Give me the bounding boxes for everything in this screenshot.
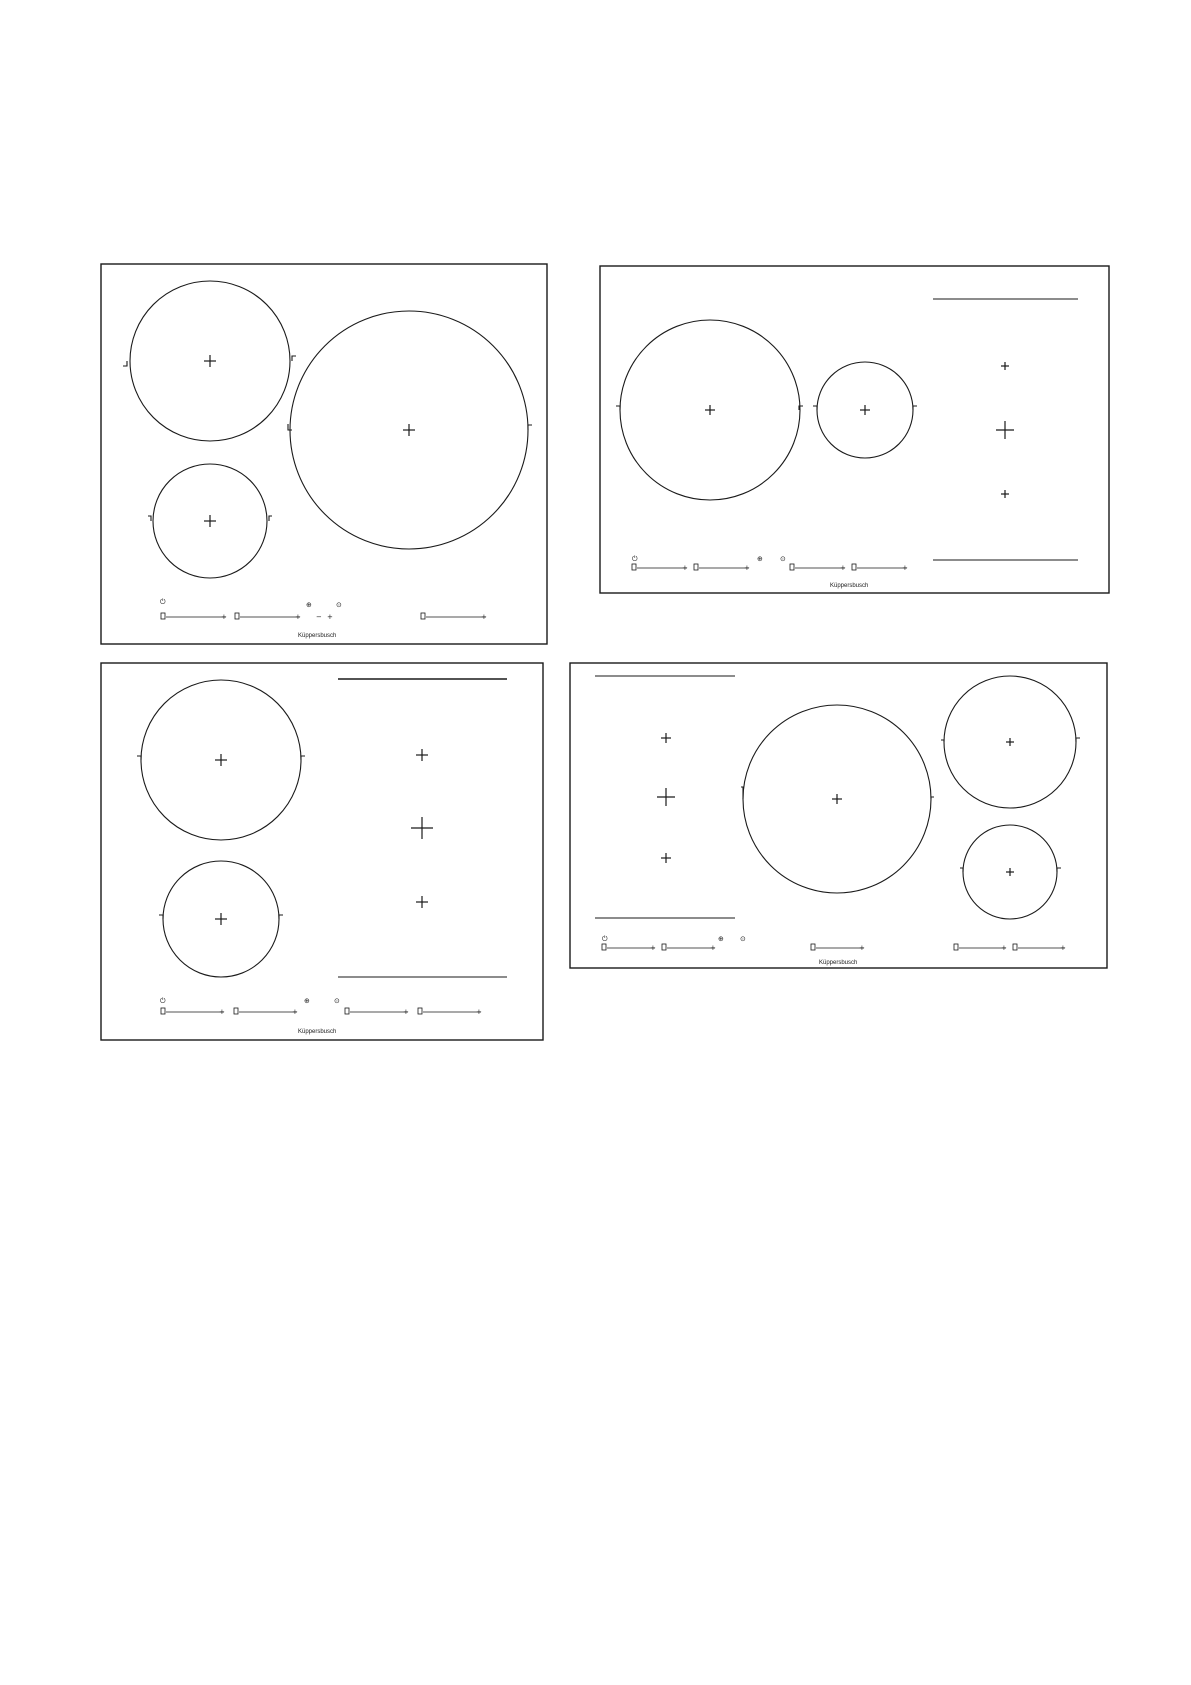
brand-logo: Küppersbusch xyxy=(298,1029,337,1035)
slider-plus-icon: + xyxy=(650,944,656,952)
booster-icon[interactable]: ⊕ xyxy=(757,555,763,563)
hob-panel-2 xyxy=(600,266,1109,593)
power-icon[interactable]: ⏻ xyxy=(160,598,166,606)
slider-plus-icon: + xyxy=(221,613,227,621)
brand-logo: Küppersbusch xyxy=(819,960,858,966)
slider-plus-icon: + xyxy=(1001,944,1007,952)
slider-plus-icon: + xyxy=(403,1008,409,1016)
slider-plus-icon: + xyxy=(292,1008,298,1016)
hob-panel-1 xyxy=(101,264,547,644)
hob-panel-2-frame xyxy=(600,266,1109,593)
slider-plus-icon: + xyxy=(476,1008,482,1016)
hob-panel-3-frame xyxy=(101,663,543,1040)
slider-plus-icon: + xyxy=(219,1008,225,1016)
brand-logo: Küppersbusch xyxy=(830,583,869,589)
power-icon[interactable]: ⏻ xyxy=(602,935,608,943)
timer-icon[interactable]: ⊙ xyxy=(780,555,786,563)
slider-plus-icon: + xyxy=(859,944,865,952)
power-icon[interactable]: ⏻ xyxy=(632,555,638,563)
hob-panel-3 xyxy=(101,663,543,1040)
slider-minus-icon: − xyxy=(316,613,322,621)
slider-plus-icon: + xyxy=(327,613,333,621)
booster-icon[interactable]: ⊕ xyxy=(304,997,310,1005)
slider-plus-icon: + xyxy=(744,564,750,572)
brand-logo: Küppersbusch xyxy=(298,633,337,639)
slider-plus-icon: + xyxy=(481,613,487,621)
hob-panel-4 xyxy=(570,663,1107,968)
booster-icon[interactable]: ⊕ xyxy=(306,601,312,609)
slider-plus-icon: + xyxy=(840,564,846,572)
booster-icon[interactable]: ⊕ xyxy=(718,935,724,943)
timer-icon[interactable]: ⊙ xyxy=(334,997,340,1005)
timer-icon[interactable]: ⊙ xyxy=(740,935,746,943)
slider-plus-icon: + xyxy=(710,944,716,952)
slider-plus-icon: + xyxy=(295,613,301,621)
hob-panel-4-frame xyxy=(570,663,1107,968)
power-icon[interactable]: ⏻ xyxy=(160,997,166,1005)
slider-plus-icon: + xyxy=(682,564,688,572)
slider-plus-icon: + xyxy=(902,564,908,572)
slider-plus-icon: + xyxy=(1060,944,1066,952)
timer-icon[interactable]: ⊙ xyxy=(336,601,342,609)
hob-panel-1-frame xyxy=(101,264,547,644)
